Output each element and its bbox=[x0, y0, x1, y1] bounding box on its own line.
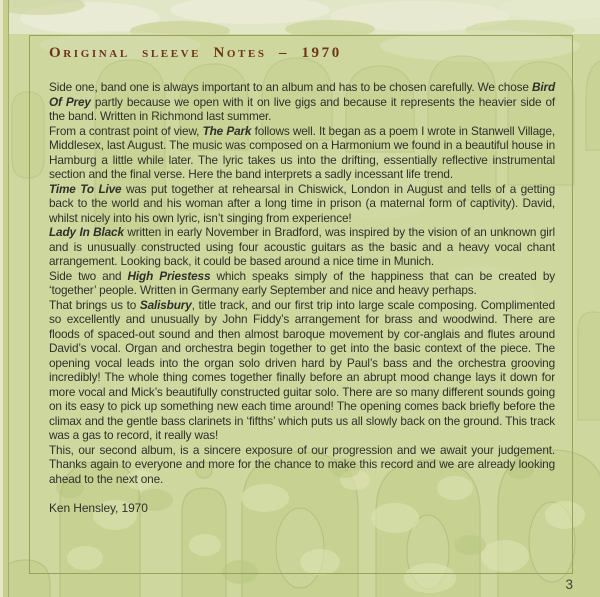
paragraph-bird-of-prey bbox=[49, 80, 555, 124]
paragraph-the-park bbox=[49, 124, 555, 182]
track-title: Bird Of Prey bbox=[49, 80, 555, 109]
paragraph-high-priestess bbox=[49, 269, 555, 298]
track-title: Salisbury bbox=[139, 297, 192, 312]
paragraph-closing bbox=[49, 443, 555, 487]
track-title: High Priestess bbox=[127, 268, 211, 283]
text-segment: , title track, and our first trip into large scale composing. Complimented so excellently and unusually by John Fiddy’s arrangement for brass and woodwind. There are floods of spaced-out sound and then almost baroque movement by cor-anglais and flutes around David’s vocal. Organ and orchestra begin together to get into the basic context of the piece. The opening vocal leads into the organ solo driven hard by Paul’s bass and the orchestra grooving incredibly! The whole thing comes together finally before an abrupt mood change lays it down for more vocal and Mick’s beautifully constructed guitar solo. There are so many different sounds going on its easy to pick up something new each time around! The opening comes back briefly before the climax and the gentle bass clarinets in ‘fifths’ which puts us all slowly back on the ground. This track was a gas to record, it really was! bbox=[49, 297, 555, 442]
text-segment: This, our second album, is a sincere exposure of our progression and we await your judgement. Thanks again to everyone and more for the chance to make this record and we are already looking ahead to the next one. bbox=[49, 442, 555, 486]
paragraph-salisbury bbox=[49, 298, 555, 443]
text-segment: Side one, band one is always important to an album and has to be chosen carefully. We chose bbox=[49, 80, 532, 94]
page-title: Original sleeve Notes – 1970 bbox=[49, 45, 342, 61]
track-title: The Park bbox=[202, 123, 252, 138]
paragraph-lady-in-black bbox=[49, 225, 555, 269]
paragraph-time-to-live bbox=[49, 182, 555, 226]
signature: Ken Hensley, 1970 bbox=[49, 501, 148, 515]
text-segment: partly because we open with it on live gigs and because it represents the heavier side of the band. Written in Richmond last summer. bbox=[49, 94, 555, 123]
sleeve-notes-frame bbox=[29, 35, 573, 574]
text-segment: Side two and bbox=[49, 268, 128, 283]
track-title: Lady In Black bbox=[49, 225, 124, 239]
text-segment: That brings us to bbox=[49, 297, 140, 312]
track-title: Time To Live bbox=[49, 181, 122, 196]
text-segment: which speaks simply of the happiness that can be created by ‘together’ people. Written in Germany early September and nice and heavy perhaps. bbox=[49, 268, 555, 297]
text-segment: written in early November in Bradford, was inspired by the vision of an unknown girl and is unusually constructed using four acoustic guitars as the basic and a heavy vocal chant arrangement. Looking back, it could be based around a nice time in Munich. bbox=[49, 225, 555, 268]
text-segment: follows well. It began as a poem I wrote in Stanwell Village, Middlesex, last August. The music was composed on a Harmonium we found in a beautiful house in Hamburg a little while later. The lyric takes us into the drifting, essentially reflective instrumental section and the final verse. Here the band interprets a sadly incessant life trend. bbox=[49, 123, 555, 181]
page-number: 3 bbox=[565, 577, 573, 592]
text-segment: From a contrast point of view, bbox=[49, 123, 203, 138]
booklet-spine-edge bbox=[0, 0, 10, 597]
text-segment: was put together at rehearsal in Chiswick, London in August and tells of a getting back to the world and his woman after a long time in prison (a maternal form of captivity). David, whilst nicely into his own lyric, isn’t singing from experience! bbox=[49, 181, 556, 225]
sleeve-notes-text bbox=[49, 80, 555, 486]
